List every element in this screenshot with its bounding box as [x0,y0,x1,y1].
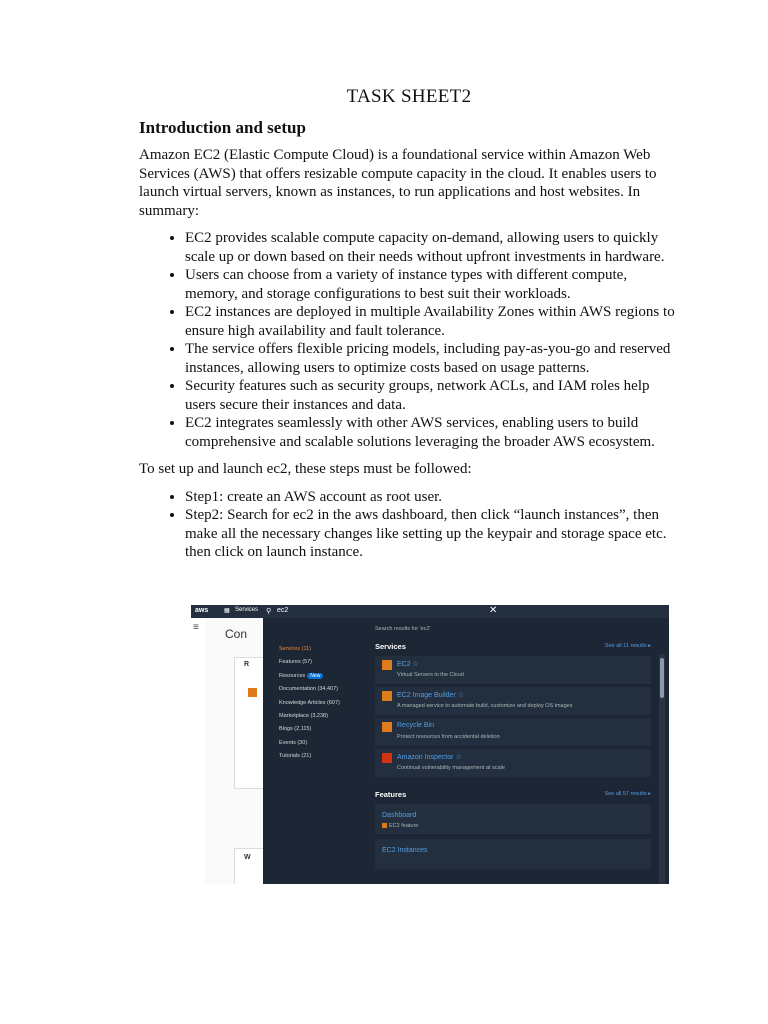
results-column [375,626,651,874]
feature-sub [382,823,418,829]
search-input: ec2 [277,607,289,614]
ec2-icon [248,688,257,697]
feature-name: EC2 Instances [382,847,428,854]
list-item: • EC2 provides scalable compute capacity on-demand, allowing users to quickly scale up or down based on their needs without upfront investments in hardware. [185,229,679,266]
list-item: • Security features such as security groups, network ACLs, and IAM roles help users secure their instances and data. [185,377,679,414]
category-item: Knowledge Articles (607) [279,699,340,706]
features-section-header [375,790,651,804]
service-desc: Protect resources from accidental deletion [397,734,500,740]
service-desc: Continual vulnerability management at scale [397,765,505,771]
ec2-icon [382,660,392,670]
list-item: • EC2 instances are deployed in multiple Availability Zones within AWS regions to ensure high availability and fault tolerance. [185,303,679,340]
service-name: EC2 Image Builder ☆ [397,692,464,699]
steps-list [139,488,679,562]
search-results-panel [263,618,669,884]
services-title: Services [375,642,406,651]
image-builder-icon [382,691,392,701]
aws-console-screenshot [191,605,669,884]
services-section-header [375,642,651,656]
service-name: Amazon Inspector ☆ [397,754,462,761]
service-desc: A managed service to automate build, customize and deploy OS images [397,703,573,709]
services-menu: Services [235,607,259,613]
feature-name: Dashboard [382,812,417,819]
aws-logo: aws [195,607,209,614]
features-title: Features [375,790,407,799]
category-item: Events (30) [279,739,308,746]
category-item: Blogs (2,115) [279,726,312,733]
category-item [279,673,340,686]
feature-result [375,804,651,834]
ec2-icon [382,823,387,828]
service-desc: Virtual Servers in the Cloud [397,672,464,678]
service-result [375,718,651,746]
setup-intro: To set up and launch ec2, these steps must be followed: [139,461,472,477]
console-title: Con [225,627,248,641]
card-label: W [244,854,251,861]
intro-paragraph: Amazon EC2 (Elastic Compute Cloud) is a foundational service within Amazon Web Services (AWS) that offers resizable compute capacity in the cloud. It enables users to launch virtual servers, known as instances, to run applications and host websites. In summary: [139,147,657,219]
scrollbar-thumb [660,658,664,698]
category-list [279,646,340,767]
service-name: Recycle Bin [397,722,434,729]
recycle-bin-icon [382,722,392,732]
step-item: • Step1: create an AWS account as root user. [185,488,679,507]
card-label: R [244,661,250,668]
grid-icon: ▦ [224,608,230,614]
inspector-icon [382,753,392,763]
service-name: EC2 ☆ [397,661,419,668]
category-item: Features (57) [279,659,313,666]
category-label: Resources [279,672,306,679]
list-item: • The service offers flexible pricing models, including pay-as-you-go and reserved instances, allowing users to optimize costs based on usage patterns. [185,340,679,377]
step-item: • Step2: Search for ec2 in the aws dashboard, then click “launch instances”, then make all the necessary changes like setting up the keypair and storage space etc. then click on launch instance. [185,506,679,562]
category-item: Tutorials (21) [279,753,312,760]
document-page [139,86,679,571]
feature-sub-label: EC2 feature [389,823,419,829]
search-icon: ⚲ [266,608,272,615]
aws-top-bar [191,605,669,618]
category-item: Services (11) [279,646,311,652]
menu-icon: ≡ [193,622,199,633]
category-item: Marketplace (3,238) [279,712,328,719]
page-title: TASK SHEET2 [346,86,472,107]
new-badge: New [307,673,323,679]
service-result [375,749,651,777]
summary-list [139,229,679,451]
services-see-all-link: See all 11 results ▸ [604,643,651,649]
category-item: Documentation (34,407) [279,686,339,693]
close-icon: ✕ [489,605,498,616]
list-item: • EC2 integrates seamlessly with other AWS services, enabling users to build comprehensive and scalable solutions leveraging the broader AWS ecosystem. [185,414,679,451]
list-item: • Users can choose from a variety of instance types with different compute, memory, and storage configurations to best suit their workloads. [185,266,679,303]
feature-result [375,839,651,869]
features-see-all-link: See all 57 results ▸ [604,791,651,797]
side-strip [191,618,206,884]
service-result [375,687,651,715]
results-header: Search results for 'ec2' [375,626,431,632]
section-heading: Introduction and setup [139,118,306,137]
service-result [375,656,651,684]
